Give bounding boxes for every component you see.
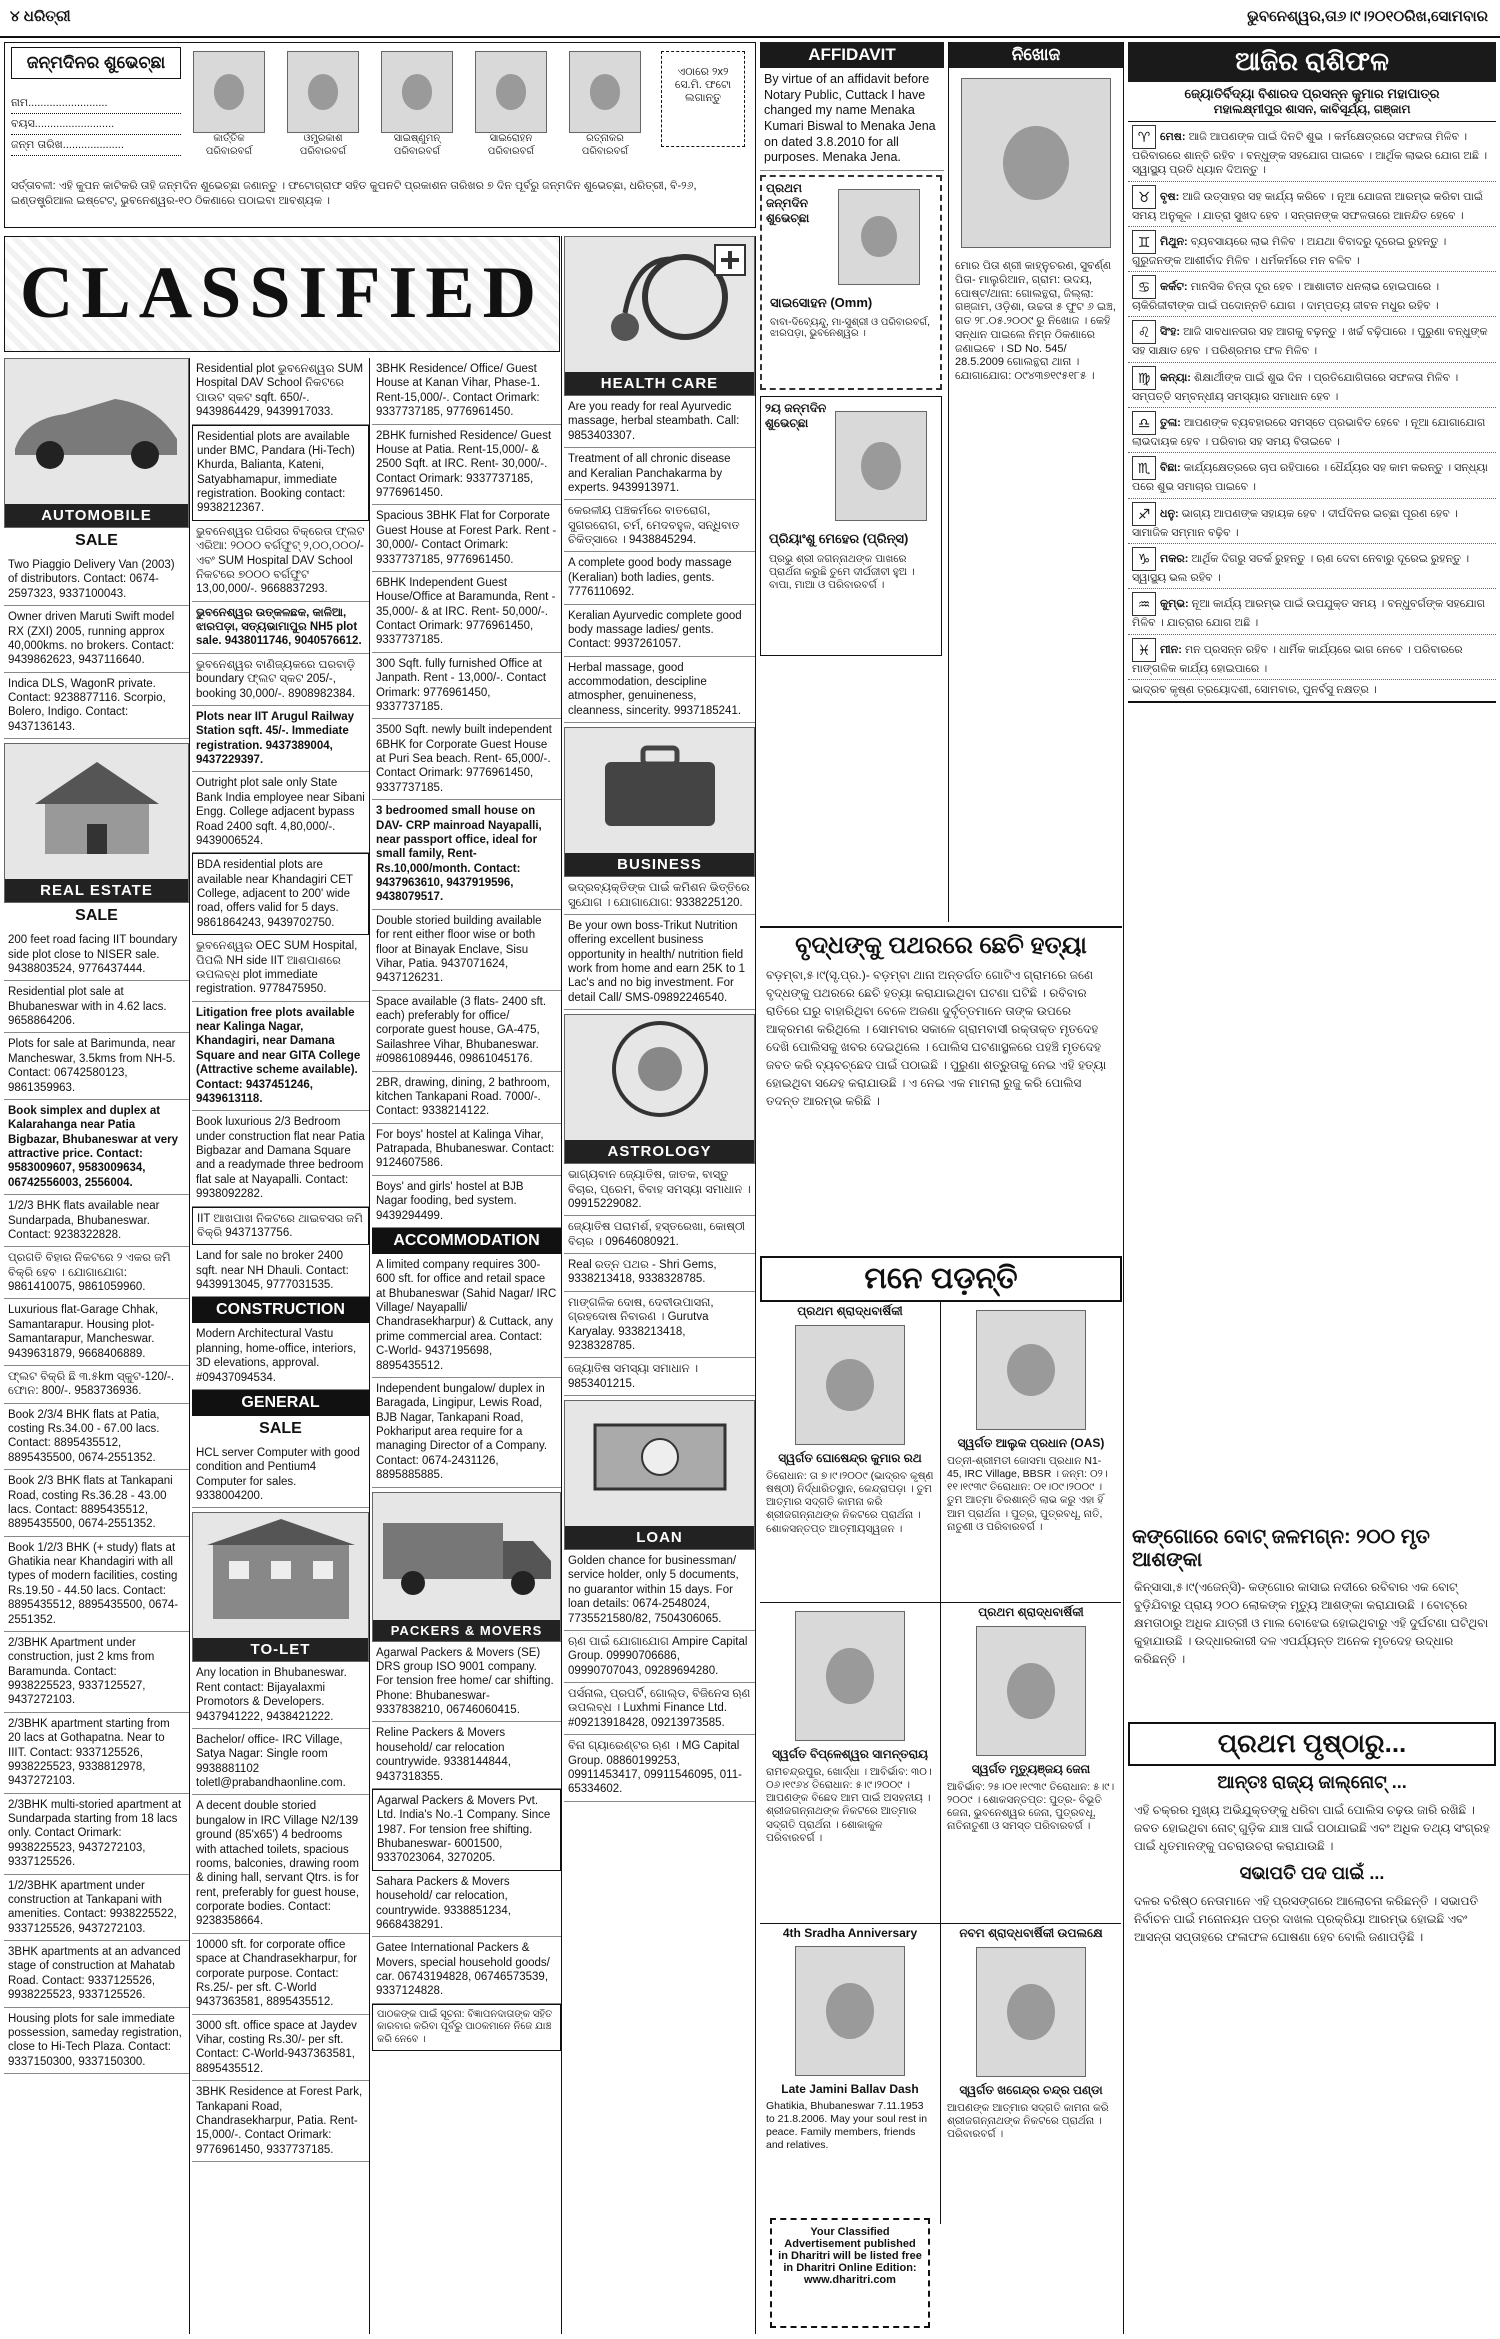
classified-ad: 3000 sft. office space at Jaydev Vihar, costing Rs.30/- per sft. Contact: C-World-9437363581, 8895435512.: [192, 2015, 369, 2082]
house-icon: [5, 744, 189, 864]
horoscope-title: ଆଜିର ରାଶିଫଳ: [1128, 42, 1496, 82]
classified-ad: Space available (3 flats- 2400 sft. each) preferably for office/ corporate guest house, GA-475, Sailashree Vihar, Bhubaneswar. #09861089446, 09861045176.: [372, 991, 561, 1072]
classified-ad: କେରଳୀୟ ପଞ୍ଚକର୍ମରେ ବାତରୋଗ, ସୁଗରରୋଗ, ଚର୍ମ, ମେଦବହୁଳ, ସନ୍ଧିବାତ ଚିକିତ୍ସାରେ । 9438845294.: [564, 500, 755, 552]
missing-person-photo: [961, 78, 1111, 248]
horoscope-taurus: ♉ ବୃଷ: ଆଜି ଉତ୍ସାହର ସହ କାର୍ଯ୍ୟ କରିବେ । ନୂଆ ଯୋଜନା ଆରମ୍ଭ କରିବା ପାଇଁ ସମୟ ଅନୁକୂଳ । ଯାତ୍ରା ସୁଖଦ ହେବ । ସନ୍ତାନଙ୍କ ସଫଳତାରେ ଆନନ୍ଦିତ ହେବେ ।: [1128, 182, 1496, 227]
leo-icon: ♌: [1132, 320, 1156, 344]
obituary-3: ସ୍ୱର୍ଗତ ବିପ୍ଳେଶ୍ୱର ସାମନ୍ତରାୟ ରାମଚନ୍ଦ୍ରପୁର, ଖୋର୍ଦ୍ଧା । ଆବିର୍ଭାବ: ୩୦।୦୬।୧୯୬୪ ତିରୋଧାନ: ୫।୯।୨୦୦୯ । ଆପଣଙ୍କ ବିଛେଦ ଆମ ପାଇଁ ଅସହନୀୟ । ଶ୍ରୀଜଗନ୍ନାଥଙ୍କ ନିକଟରେ ଆତ୍ମାର ସଦ୍ଗତି ପ୍ରାର୍ଥନା । ଶୋକାକୁଳ ପରିବାରବର୍ଗ ।: [760, 1603, 941, 1924]
panchang-line: ଭାଦ୍ରବ କୃଷ୍ଣ ତ୍ରୟୋଦଶୀ, ସୋମବାର, ପୁନର୍ବସୁ ନକ୍ଷତ୍ର ।: [1128, 680, 1496, 703]
capricorn-icon: ♑: [1132, 547, 1156, 571]
obituary-photo: [976, 1947, 1086, 2077]
scorpio-icon: ♏: [1132, 456, 1156, 480]
general-sale-heading: SALE: [192, 1416, 369, 1442]
classified-ad: Reline Packers & Movers household/ car relocation countrywide. 9338144844, 9437318355.: [372, 1722, 561, 1789]
aries-icon: ♈: [1132, 125, 1156, 149]
classified-ad: ମାଙ୍ଗଳିକ ଦୋଷ, ଦେବୀଉପାସନା, ଗ୍ରହଦୋଷ ନିବାରଣ । Gurutva Karyalay. 9338213418, 9238328785.: [564, 1292, 755, 1359]
obituary-photo: [976, 1310, 1086, 1430]
name-field[interactable]: ନାମ..........................: [11, 97, 181, 114]
libra-icon: ♎: [1132, 411, 1156, 435]
page-number: ୪ ଧରିତ୍ରୀ: [10, 8, 71, 25]
classified-ad: Two Piaggio Delivery Van (2003) of distributors. Contact: 0674-2597323, 9337100043.: [4, 554, 189, 606]
classified-ad: ଋଣ ପାଇଁ ଯୋଗାଯୋଗ Ampire Capital Group. 09990706686, 09990707043, 09289694280.: [564, 1631, 755, 1683]
obituary-photo: [795, 1325, 905, 1445]
classified-ad: 2BHK furnished Residence/ Guest House at Patia. Rent-15,000/- & 2500 Sqft. at IRC. Rent- 30,000/-. Contact Orimark: 9337737185, 9776961450.: [372, 425, 561, 506]
birthday-coupon-notice: ସର୍ତ୍ତାବଳୀ: ଏହି କୁପନ କାଟିକରି ତାହି ଜନ୍ମଦିନ ଶୁଭେଚ୍ଛା ଜଣାନ୍ତୁ । ଫଟୋଗ୍ରାଫ ସହିତ କୁପନଟି ପ୍ରକାଶନ ତାରିଖର ୭ ଦିନ ପୂର୍ବରୁ ଜନ୍ମଦିନ ଶୁଭେଚ୍ଛା, ଧରିତ୍ରୀ, ବି-୨୬, ଇଣ୍ଡଷ୍ଟ୍ରିଆଲ ଇଷ୍ଟେଟ୍, ଭୁବନେଶ୍ୱର-୧୦ ଠିକଣାରେ ପଠାଇବା ଆବଶ୍ୟକ ।: [11, 180, 697, 207]
photo-placeholder-note: ଏଠାରେ ୨x୨ ସେ.ମି. ଫଟୋ ଲଗାନ୍ତୁ: [661, 51, 745, 147]
to-let-image: TO-LET: [192, 1512, 369, 1662]
classified-ad: ଭୁବନେଶ୍ୱର ଉତ୍କଳଛକ, କାଳିଆ, ଝାରପଡ଼ା, ସତ୍ୟଭାମାପୁର NH5 plot sale. 9438011746, 9040576612.: [192, 602, 369, 654]
cancer-icon: ♋: [1132, 275, 1156, 299]
page-header: [0, 0, 1500, 38]
front-page-continuation: [1128, 1722, 1496, 1948]
classified-ad: ଫ୍ଲଟ ବିକ୍ରି ଛି ୩.୫km ସ୍କୁଟ-120/-. ଫୋନ: 800/-. 9583736936.: [4, 1366, 189, 1404]
obituary-photo: [976, 1626, 1086, 1756]
horoscope-cancer: ♋ କର୍କଟ: ମାନସିକ ଚିନ୍ତା ଦୂର ହେବ । ଆଶାତୀତ ଧନଲାଭ ହୋଇପାରେ । ଚାକିରିଜୀବୀଙ୍କ ପାଇଁ ପଦୋନ୍ନତି ଯୋଗ । ଦାମ୍ପତ୍ୟ ଜୀବନ ମଧୁର ରହିବ ।: [1128, 272, 1496, 317]
classified-ad: Book luxurious 2/3 Bedroom under construction flat near Patia Bigbazar and Damana Square and a readymade three bedroom flat sale at Nayapalli. Contact: 9938092282.: [192, 1111, 369, 1206]
news-story-murder: ବୃଦ୍ଧଙ୍କୁ ପଥରରେ ଛେଚି ହତ୍ୟା ବଡ଼ମ୍ବା,୫।୯(ସୃ.ପ୍ର.)- ବଡ଼ମ୍ବା ଥାନା ଅନ୍ତର୍ଗତ ଗୋଟିଏ ଗ୍ରାମରେ ଜଣେ ବୃଦ୍ଧଙ୍କୁ ପଥରରେ ଛେଚି ହତ୍ୟା କରାଯାଇଥିବା ଘଟଣା ଘଟିଛି । ରବିବାର ରାତିରେ ଘରୁ ବାହାରିଥିବା ବେଳେ ଅଜଣା ଦୁର୍ବୃତ୍ତମାନେ ତାଙ୍କ ଉପରେ ଆକ୍ରମଣ କରିଥିଲେ । ସୋମବାର ସକାଳେ ଗ୍ରାମବାସୀ ରକ୍ତାକ୍ତ ମୃତଦେହ ଦେଖି ପୋଲିସକୁ ଖବର ଦେଇଥିଲେ । ପୋଲିସ ଘଟଣାସ୍ଥଳରେ ପହଞ୍ଚି ମୃତଦେହ ଜବତ କରି ବ୍ୟବଚ୍ଛେଦ ପାଇଁ ପଠାଇଛି । ପୁରୁଣା ଶତ୍ରୁତାକୁ ନେଇ ଏହି ହତ୍ୟା ହୋଇଥିବା ସନ୍ଦେହ କରାଯାଉଛି । ଏ ନେଇ ଏକ ମାମଲା ରୁଜୁ କରି ପୋଲିସ ତଦନ୍ତ ଆରମ୍ଭ କରିଛି ।: [760, 926, 1122, 1254]
classified-ad: Are you ready for real Ayurvedic massage, herbal steambath. Call: 9853403307.: [564, 396, 755, 448]
classified-ad: 10000 sft. for corporate office space at Chandrasekharpur, for corporate purpose. Contact: Rs.25/- per sft. C-World 9437363581, 8895435512.: [192, 1934, 369, 2015]
health-care-image: HEALTH CARE: [564, 236, 755, 396]
classified-ad: Plots near IIT Arugul Railway Station sqft. 45/-. Immediate registration. 9437389004, 9437229397.: [192, 706, 369, 773]
birthday-photo-2: ଓମ୍ପ୍ରକାଶ ପରିବାରବର୍ଗ: [287, 51, 367, 161]
classified-ad: ବିନା ଗ୍ୟାରେଣ୍ଟର ଋଣ । MG Capital Group. 08860199253, 09911453417, 09911546095, 011-65334602.: [564, 1735, 755, 1802]
child-photo: [838, 189, 920, 285]
zodiac-wheel-icon: [565, 1015, 755, 1125]
classified-ad: 200 feet road facing IIT boundary side plot close to NISER sale. 9438803524, 9776437444.: [4, 929, 189, 981]
classified-ad: ଜ୍ୟୋତିଷ ପରାମର୍ଶ, ହସ୍ତରେଖା, କୋଷ୍ଠୀ ବିଚାର । 09646080921.: [564, 1216, 755, 1254]
car-icon: [5, 359, 189, 479]
birthday-photo-1: କାର୍ତ୍ତିକ ପରିବାରବର୍ଗ: [193, 51, 273, 161]
obituary-2: ସ୍ୱର୍ଗତ ଆଲୁକ ପ୍ରଧାନ (OAS) ପତ୍ନୀ-ଶ୍ରୀମତୀ ଜୋସମା ପ୍ରଧାନ N1-45, IRC Village, BBSR । ଜନ୍ମ: ୦୨।୧୧।୧୯୩୯ ତିରୋଧାନ: ୦୧।୦୯।୨୦୦୯ । ତୁମ ଆତ୍ମା ଚିରଶାନ୍ତି ଲାଭ କରୁ ଏହା ହିଁ ଆମ ପ୍ରାର୍ଥନା । ପୁତ୍ର, ପୁତ୍ରବଧୂ, ନାତି, ନାତୁଣୀ ଓ ପରିବାରବର୍ଗ ।: [941, 1302, 1121, 1603]
classified-ad: Litigation free plots available near Kalinga Nagar, Khandagiri, near Damana Square and near GITA College (Attractive scheme available). Contact: 9437451246, 9439613118.: [192, 1002, 369, 1112]
classified-ad: 3BHK Residence/ Office/ Guest House at Kanan Vihar, Phase-1. Rent-15,000/-. Contact Orimark: 9337737185, 9776961450.: [372, 358, 561, 425]
classified-ad: Residential plots are available under BMC, Pandara (Hi-Tech) Khurda, Balianta, Kateni, Satyabhamapur, immediate registration. Booking contact: 9938212367.: [192, 425, 369, 521]
birthday-photo-5: ରତ୍ନାକର ପରିବାରବର୍ଗ: [569, 51, 649, 161]
classified-ad: Owner driven Maruti Swift model RX (ZXI) 2005, running approx 40,000kms. no brokers. Contact: 9439862623, 9437116640.: [4, 606, 189, 673]
birthday-coupon-box: [4, 42, 756, 228]
classified-ad: IIT ଆଖପାଖ ନିକଟରେ ଥାଇବସର ଜମି ବିକ୍ରି 9437137756.: [192, 1207, 369, 1246]
virgo-icon: ♍: [1132, 366, 1156, 390]
classified-ad: 3500 Sqft. newly built independent 6BHK for Corporate Guest House at Puri Sea beach. Rent- 65,000/-. Contact Orimark: 9776961450, 9337737185.: [372, 719, 561, 800]
obituary-4: ପ୍ରଥମ ଶ୍ରାଦ୍ଧବାର୍ଷିକୀ ସ୍ୱର୍ଗତ ମୃତ୍ୟୁଞ୍ଜୟ ଜେନା ଆବିର୍ଭାବ: ୨୫।୦୧।୧୯୩୯ ତିରୋଧାନ: ୫।୯।୨୦୦୯ । ଶୋକସନ୍ତପ୍ତ: ପୁତ୍ର- ବିଭୂତି ଜେନା, ଭୁବନେଶ୍ୱର ଜେନା, ପୁତ୍ରବଧୂ, ନାତିନାତୁଣୀ ଓ ସମସ୍ତ ପରିବାରବର୍ଗ ।: [941, 1603, 1121, 1924]
packers-movers-image: PACKERS & MOVERS: [372, 1492, 561, 1642]
classified-ad: 1/2/3 BHK flats available near Sundarpada, Bhubaneswar. Contact: 9238322828.: [4, 1195, 189, 1247]
birthday-coupon-title: ଜନ୍ମଦିନର ଶୁଭେଚ୍ଛା: [11, 47, 181, 79]
aquarius-icon: ♒: [1132, 592, 1156, 616]
classified-banner: CLASSIFIED: [4, 236, 560, 352]
astrologer-name: ଜ୍ୟୋତିର୍ବିଦ୍ୟା ବିଶାରଦ ପ୍ରସନ୍ନ କୁମାର ମହାପାତ୍ର: [1184, 86, 1440, 101]
classified-ad: 2BR, drawing, dining, 2 bathroom, kitchen Tankapani Road. 7000/-. Contact: 9338214122.: [372, 1072, 561, 1124]
obituary-6: ନବମ ଶ୍ରାଦ୍ଧବାର୍ଷିକୀ ଉପଲକ୍ଷେ ସ୍ୱର୍ଗତ ଖଗେନ୍ଦ୍ର ଚନ୍ଦ୍ର ପଣ୍ଡା ଆପଣଙ୍କ ଆତ୍ମାର ସଦ୍ଗତି କାମନା କରି ଶ୍ରୀଜଗନ୍ନାଥଙ୍କ ନିକଟରେ ପ୍ରାର୍ଥନା । ପରିବାରବର୍ଗ ।: [947, 1926, 1109, 2141]
age-field[interactable]: ବୟସ..........................: [11, 118, 181, 135]
classified-ad: Boys' and girls' hostel at BJB Nagar fooding, bed system. 9439294499.: [372, 1176, 561, 1228]
classified-ad: Be your own boss-Trikut Nutrition offering excellent business opportunity in health/ nutrition field work from home and earn 25K to 1 Lac's and no big investment. For detail Call/ SMS-09892246540.: [564, 915, 755, 1010]
classified-ad: ପ୍ରଗତି ବିହାର ନିକଟରେ ୨ ଏକର ଜମି ବିକ୍ରି ହେବ । ଯୋଗାଯୋଗ: 9861410075, 9861059960.: [4, 1247, 189, 1299]
astrologer-address: ମହାଲକ୍ଷ୍ମୀପୁର ଶାସନ, କାବିସୂର୍ଯ୍ୟ, ଗଞ୍ଜାମ: [1128, 102, 1496, 122]
horoscope-aquarius: ♒ କୁମ୍ଭ: ନୂଆ କାର୍ଯ୍ୟ ଆରମ୍ଭ ପାଇଁ ଉପଯୁକ୍ତ ସମୟ । ବନ୍ଧୁବର୍ଗଙ୍କ ସହଯୋଗ ମିଳିବ । ଯାତ୍ରାର ଯୋଗ ଅଛି ।: [1128, 589, 1496, 634]
horoscope-libra: ♎ ତୁଳା: ଆପଣଙ୍କ ବ୍ୟବହାରରେ ସମସ୍ତେ ପ୍ରଭାବିତ ହେବେ । ନୂଆ ଯୋଗାଯୋଗ ଲାଭଦାୟକ ହେବ । ପରିବାର ସହ ସମୟ ବିତାଇବେ ।: [1128, 408, 1496, 453]
classified-ad: A decent double storied bungalow in IRC Village N2/139 ground (85'x65') 4 bedrooms with attached toilets, spacious rooms, balconies, drawing room & dining hall, servant Qtrs. is for rent, preferably for guest house, corporate bodies. Contact: 9238358664.: [192, 1795, 369, 1933]
classified-ad: Indica DLS, WagonR private. Contact: 9238877116. Scorpio, Bolero, Indigo. Contact: 9437136143.: [4, 673, 189, 740]
classified-ad: HCL server Computer with good condition and Pentium4 Computer for sales. 9338004200.: [192, 1442, 369, 1509]
horoscope-virgo: ♍ କନ୍ୟା: ଶିକ୍ଷାର୍ଥୀଙ୍କ ପାଇଁ ଶୁଭ ଦିନ । ପ୍ରତିଯୋଗିତାରେ ସଫଳତା ମିଳିବ । ସମ୍ପତ୍ତି ସମ୍ବନ୍ଧୀୟ ସମସ୍ୟାର ସମାଧାନ ହେବ ।: [1128, 363, 1496, 408]
accommodation-heading: ACCOMMODATION: [372, 1228, 561, 1254]
classified-ad: Residential plot sale at Bhubaneswar with in 4.62 lacs. 9658864206.: [4, 981, 189, 1033]
dob-field[interactable]: ଜନ୍ମ ତାରିଖ....................: [11, 139, 181, 156]
memorial-section: [760, 1256, 1122, 2334]
horoscope-sagittarius: ♐ ଧନୁ: ଭାଗ୍ୟ ଆପଣଙ୍କ ସହାୟକ ହେବ । ଦୀର୍ଘଦିନର ଇଚ୍ଛା ପୂରଣ ହେବ । ସାମାଜିକ ସମ୍ମାନ ବଢ଼ିବ ।: [1128, 499, 1496, 544]
sagittarius-icon: ♐: [1132, 502, 1156, 526]
classified-ad: Agarwal Packers & Movers (SE) DRS group ISO 9001 company. For tension free home/ car shifting. Phone: Bhubaneswar- 9337838210, 06746060415.: [372, 1642, 561, 1723]
real-estate-image: REAL ESTATE: [4, 743, 189, 903]
briefcase-icon: [565, 728, 755, 838]
horoscope-leo: ♌ ସିଂହ: ଆଜି ସାବଧାନତାର ସହ ଆଗକୁ ବଢ଼ନ୍ତୁ । ଖର୍ଚ୍ଚ ବଢ଼ିପାରେ । ପୁରୁଣା ବନ୍ଧୁଙ୍କ ସହ ସାକ୍ଷାତ ହେବ । ପରିଶ୍ରମର ଫଳ ମିଳିବ ।: [1128, 317, 1496, 362]
general-heading: GENERAL: [192, 1390, 369, 1416]
classified-ad: ଭୁବନେଶ୍ୱର ବାଣିଜ୍ୟକରେ ଘରବାଡ଼ି boundary ଫ୍ଲଟ ସ୍କଟ 205/-, booking 30,000/-. 8908982384.: [192, 654, 369, 706]
classified-ad: Housing plots for sale immediate possession, sameday registration, close to Hi-Tech Plaza. Contact: 9337150300, 9337150300.: [4, 2008, 189, 2075]
classified-ad: Double storied building available for rent either floor wise or both floor at Binayak Enclave, Sisu Vihar, Patia. 9437071624, 9437126231.: [372, 910, 561, 991]
classified-ad: Book 2/3 BHK flats at Tankapani Road, costing Rs.36.28 - 43.00 lacs. Contact: 8895435512, 8895435500, 0674-2551352.: [4, 1470, 189, 1537]
column-automobile-realestate: [4, 358, 190, 2334]
birthday-photo-4: ସାଇରୋହନ ପରିବାରବର୍ଗ: [475, 51, 555, 161]
column-notices-memorial: [760, 42, 1124, 2334]
horoscope-pisces: ♓ ମୀନ: ମନ ପ୍ରସନ୍ନ ରହିବ । ଧାର୍ମିକ କାର୍ଯ୍ୟରେ ଭାଗ ନେବେ । ପରିବାରରେ ମାଙ୍ଗଳିକ କାର୍ଯ୍ୟ ହୋଇପାରେ ।: [1128, 635, 1496, 680]
column-plots-tolet: [192, 358, 370, 2334]
horoscope-list: [1128, 122, 1496, 680]
birthday-coupon-fields: [11, 93, 181, 160]
classified-ad: Book 1/2/3 BHK (+ study) flats at Ghatikia near Khandagiri with all types of modern facilities, costing Rs.19.50 - 44.50 lacs. Contact: 8895435512, 8895435500, 0674-2551352.: [4, 1537, 189, 1632]
astrology-image: ASTROLOGY: [564, 1014, 755, 1164]
obituary-photo: [795, 1946, 905, 2076]
first-birthday-wish: ପ୍ରଥମ ଜନ୍ମଦିନ ଶୁଭେଚ୍ଛା ସାଇସୋହନ (Omm) ବାବା-ଦିବ୍ୟେନ୍ଦୁ, ମା-ସୁଶ୍ରୀ ଓ ପରିବାରବର୍ଗ, ଝାରପଡ଼ା, ଭୁବନେଶ୍ୱର ।: [760, 175, 942, 390]
classified-ad: Gatee International Packers & Movers, special household goods/ car. 06743194828, 06746573539, 9337124828.: [372, 1937, 561, 2004]
classified-ad: Book simplex and duplex at Kalarahanga near Patia Bigbazar, Bhubaneswar at very attractive price. Contact: 9583009607, 9583009634, 06742556003, 2556004.: [4, 1100, 189, 1195]
classified-ad: ଭୁବନେଶ୍ୱର OEC SUM Hospital, ପିପଲି NH side IIT ଆଶପାଶରେ ଉପଲବ୍ଧ plot immediate registration. 9778475950.: [192, 935, 369, 1002]
birthday-photo-3: ସାଇଷ୍ଣୁମନ୍ ପରିବାରବର୍ଗ: [381, 51, 461, 161]
second-birthday-wish: ୨ୟ ଜନ୍ମଦିନ ଶୁଭେଚ୍ଛା ପ୍ରିୟାଂଶୁ ମେହେର (ପ୍ରିନ୍ସ) ପ୍ରଭୁ ଶ୍ରୀ ଜଗନ୍ନାଥଙ୍କ ପାଖରେ ପ୍ରାର୍ଥନା କରୁଛି ତୁମେ ଦୀର୍ଘଜୀବୀ ହୁଅ । ବାପା, ମାଆ ଓ ପରିବାରବର୍ଗ ।: [760, 396, 942, 656]
classified-ad: ଭଦ୍ରବ୍ୟକ୍ତିଙ୍କ ପାଇଁ କମିଶନ ଭିତ୍ତିରେ ସୁଯୋଗ । ଯୋଗାଯୋଗ: 9338225120.: [564, 877, 755, 915]
classified-ad: Treatment of all chronic disease and Keralian Panchakarma by experts. 9439913971.: [564, 448, 755, 500]
pisces-icon: ♓: [1132, 638, 1156, 662]
memorial-title: ମନେ ପଡ଼ନ୍ତି: [760, 1256, 1122, 1302]
classified-ad: 6BHK Independent Guest House/Office at Baramunda, Rent - 35,000/- & at IRC. Rent- 50,000/-. Contact Orimark: 9776961450, 9337737185.: [372, 572, 561, 653]
classified-ad: 300 Sqft. fully furnished Office at Janpath. Rent - 13,000/-. Contact Orimark: 9776961450, 9337737185.: [372, 653, 561, 720]
disclaimer-box: ପାଠକଙ୍କ ପାଇଁ ସୂଚନା: ବିଜ୍ଞାପନଦାତାଙ୍କ ସହିତ କାରବାର କରିବା ପୂର୍ବରୁ ପାଠକମାନେ ନିଜେ ଯାଞ୍ଚ କରି ନେବେ ।: [372, 2004, 561, 2052]
missing-person-notice: ନିଖୋଜ ମୋର ପିତା ଶ୍ରୀ କାହ୍ନୁଚରଣ, ସୁବର୍ଣ୍ଣ ପିତା- ମାଲୁରିଆନ, ଗ୍ରାମ: ଉଦୟ, ପୋଷ୍ଟ/ଥାନା: ଗୋଲନ୍ଥରା, ଜିଲ୍ଲା: ଗଞ୍ଜାମ, ଓଡ଼ିଶା, ଉଚ୍ଚତା ୫ ଫୁଟ ୬ ଇଞ୍ଚ, ଗତ ୨୮.୦୫.୨୦୦୯ ରୁ ନିଖୋଜ । କେହି ସନ୍ଧାନ ପାଇଲେ ନିମ୍ନ ଠିକଣାରେ ଜଣାଇବେ । SD No. 545/ 28.5.2009 ଗୋଲନ୍ଥରା ଥାନା । ଯୋଗାଯୋଗ: ୦୯୪୩୭୧୯୫୧୮୫ ।: [948, 42, 1123, 922]
obituary-photo: [795, 1611, 905, 1741]
classified-ad: Bachelor/ office- IRC Village, Satya Nagar: Single room 9938881102 toletl@prabandhaonline.com.: [192, 1729, 369, 1796]
classified-ad: 3BHK apartments at an advanced stage of construction at Mahatab Road. Contact: 9337125526, 9938225523, 9337125526.: [4, 1941, 189, 2008]
obituary-1: ପ୍ରଥମ ଶ୍ରାଦ୍ଧବାର୍ଷିକୀ ସ୍ୱର୍ଗତ ଘୋଷେନ୍ଦ୍ର କୁମାର ରଥ ତିରୋଧାନ: ତା ୭।୯।୨୦୦୯ (ଭାଦ୍ରବ କୃଷ୍ଣ ଷଷ୍ଠୀ) ନିର୍ଦ୍ଧାରିତସ୍ଥାନ, କେନ୍ଦ୍ରାପଡ଼ା । ତୁମ ଆତ୍ମାର ସଦ୍ଗତି କାମନା କରି ଶ୍ରୀଜଗନ୍ନାଥଙ୍କ ନିକଟରେ ପ୍ରାର୍ଥନା । ଶୋକସନ୍ତପ୍ତ ଆତ୍ମୀୟସ୍ୱଜନ ।: [760, 1302, 941, 1603]
realestate-sale-heading: SALE: [4, 903, 189, 929]
classified-ad: A complete good body massage (Keralian) both ladies, gents. 7776110692.: [564, 552, 755, 604]
building-icon: [193, 1513, 369, 1623]
banknote-icon: [565, 1401, 755, 1511]
continuation-2-title: ସଭାପତି ପଦ ପାଇଁ ...: [1239, 1863, 1385, 1883]
child-photo: [835, 411, 927, 521]
column-services: [564, 236, 756, 2334]
classified-ad: Land for sale no broker 2400 sqft. near NH Dhauli. Contact: 9439913045, 9777031535.: [192, 1245, 369, 1297]
classified-ad: For boys' hostel at Kalinga Vihar, Patrapada, Bhubaneswar. Contact: 9124607586.: [372, 1124, 561, 1176]
classified-ad: 3BHK Residence at Forest Park, Tankapani Road, Chandrasekharpur, Patia. Rent-15,000/-. Contact Orimark: 9776961450, 9337737185.: [192, 2081, 369, 2162]
classified-ad: Outright plot sale only State Bank India employee near Sibani Engg. College adjacent bypass Road 2400 sqft. 4,80,000/-. 9439006524.: [192, 772, 369, 853]
classified-ad: Golden chance for businessman/ service holder, only 5 documents, no guarantor within 15 days. For loan details: 0674-2548024, 7735521580/82, 7504306065.: [564, 1550, 755, 1631]
business-image: BUSINESS: [564, 727, 755, 877]
obituary-5: 4th Sradha Anniversary Late Jamini Ballav Dash Ghatikia, Bhubaneswar 7.11.1953 to 21.8.2006. May your soul rest in peace. Family members, friends and relatives.: [760, 1924, 941, 2224]
classified-ad: BDA residential plots are available near Khandagiri CET College, adjacent to 200' wide road, offers valid for 5 days. 9861864243, 9439702750.: [192, 853, 369, 935]
classified-ad: ପର୍ସନାଲ, ପ୍ରପର୍ଟି, ଗୋଲ୍ଡ, ବିଜିନେସ ଋଣ ଉପଲବ୍ଧ । Luxhmi Finance Ltd. #09213918428, 09213973585.: [564, 1683, 755, 1735]
classified-ad: Residential plot ଭୁବନେଶ୍ୱର SUM Hospital DAV School ନିକଟରେ ପାଉଟ ସ୍କଟ sqft. 650/-. 9439864429, 9439917033.: [192, 358, 369, 425]
classified-ad: 1/2/3BHK apartment under construction at Tankapani with amenities. Contact: 9938225522, 9337125526, 9437272103.: [4, 1875, 189, 1942]
classified-ad: Plots for sale at Barimunda, near Mancheswar, 3.5kms from NH-5. Contact: 06742580123, 9861359963.: [4, 1033, 189, 1100]
classified-ad: 2/3BHK Apartment under construction, just 2 kms from Baramunda. Contact: 9938225523, 9337125527, 9437272103.: [4, 1632, 189, 1713]
horoscope-capricorn: ♑ ମକର: ଆର୍ଥିକ ଦିଗରୁ ସତର୍କ ରୁହନ୍ତୁ । ଋଣ ଦେବା ନେବାରୁ ଦୂରେଇ ରୁହନ୍ତୁ । ସ୍ୱାସ୍ଥ୍ୟ ଭଲ ରହିବ ।: [1128, 544, 1496, 589]
classified-ad: Herbal massage, good accommodation, descipline atmospher, genuineness, cleanness, sincerity. 9937185241.: [564, 657, 755, 724]
classified-ad: ଭୁବନେଶ୍ୱର ପରିସର ବିକ୍ରେତା ଫ୍ଲଟ ଏରିଆ: ୨୦୦୦ ବର୍ଗଫୁଟ୍ ୨,୦୦,୦୦୦/- ଏବଂ SUM Hospital DAV School ନିକଟରେ ୭୦୦୦ ବର୍ଗଫୁଟ 13,00,000/-. 9668837293.: [192, 521, 369, 602]
classified-ad: Agarwal Packers & Movers Pvt. Ltd. India's No.-1 Company. Since 1987. For tension free shifting. Bhubaneswar- 6001500, 9337023064, 3270205.: [372, 1789, 561, 1871]
classified-ad: A limited company requires 300- 600 sft. for office and retail space at Bhubaneswar (Sahid Nagar/ IRC Village/ Nayapalli/ Chandrasekharpur) & Cuttack, any prime commercial area. Contact: C-World- 9437195698, 8895435512.: [372, 1254, 561, 1378]
continuation-1-title: ଆନ୍ତଃ ରାଜ୍ୟ ଜାଲ୍‌ନୋଟ୍ ...: [1217, 1772, 1407, 1792]
column-rentals: [372, 236, 562, 2334]
classified-ad: Modern Architectural Vastu planning, home-office, interiors, 3D elevations, approval. #09437094534.: [192, 1323, 369, 1390]
classified-ad: ଜ୍ୟୋତିଷ ସମସ୍ୟା ସମାଧାନ । 9853401215.: [564, 1358, 755, 1396]
classified-ad: Book 2/3/4 BHK flats at Patia, costing Rs.34.00 - 67.00 lacs. Contact: 8895435512, 8895435500, 0674-2551352.: [4, 1404, 189, 1471]
horoscope-gemini: ♊ ମିଥୁନ: ବ୍ୟବସାୟରେ ଲାଭ ମିଳିବ । ଅଯଥା ବିବାଦରୁ ଦୂରେଇ ରୁହନ୍ତୁ । ଗୁରୁଜନଙ୍କ ଆଶୀର୍ବାଦ ମିଳିବ । ଧର୍ମକର୍ମରେ ମନ ବଳିବ ।: [1128, 227, 1496, 272]
classified-ad: 2/3BHK multi-storied apartment at Sundarpada starting from 18 lacs only. Contact Orimark: 9938225523, 9437272103, 9337125526.: [4, 1794, 189, 1875]
automobile-sale-heading: SALE: [4, 528, 189, 554]
automobile-image: AUTOMOBILE: [4, 358, 189, 528]
online-edition-note: Your Classified Advertisement published in Dharitri will be listed free in Dharitri Online Edition: www.dharitri.com: [770, 2218, 930, 2328]
classified-ad: ଭାଗ୍ୟବାନ ଜ୍ୟୋତିଷ, ଜାତକ, ବାସ୍ତୁ ବିଚାର, ପ୍ରେମ, ବିବାହ ସମସ୍ୟା ସମାଧାନ । 09915229082.: [564, 1164, 755, 1216]
classified-ad: Spacious 3BHK Flat for Corporate Guest House at Forest Park. Rent - 30,000/- Contact Orimark: 9337737185, 9776961450.: [372, 505, 561, 572]
stethoscope-icon: [565, 237, 755, 357]
construction-heading: CONSTRUCTION: [192, 1297, 369, 1323]
classified-ad: Luxurious flat-Garage Chhak, Samantarapur. Housing plot-Samantarapur, Mancheswar. 9439631879, 9668406889.: [4, 1299, 189, 1366]
continuation-2-text: ଦଳର ବରିଷ୍ଠ ନେତାମାନେ ଏହି ପ୍ରସଙ୍ଗରେ ଆଲୋଚନା କରିଛନ୍ତି । ସଭାପତି ନିର୍ବାଚନ ପାଇଁ ମନୋନୟନ ପତ୍ର ଦାଖଲ ପ୍ରକ୍ରିୟା ଆରମ୍ଭ ହୋଇଛି ଏବଂ ଆସନ୍ତା ସପ୍ତାହରେ ଫଳାଫଳ ଘୋଷଣା ହେବ ବୋଲି ଜଣାପଡ଼ିଛି ।: [1134, 1894, 1479, 1944]
classified-ad: Any location in Bhubaneswar. Rent contact: Bijayalaxmi Promotors & Developers. 9437941222, 9438421222.: [192, 1662, 369, 1729]
classified-ad: Independent bungalow/ duplex in Baragada, Lingipur, Lewis Road, BJB Nagar, Tankapani Road, Pokhariput area require for a managing Director of a Company. Contact: 0674-2431126, 8895885885.: [372, 1378, 561, 1488]
congo-news: କଙ୍ଗୋରେ ବୋଟ୍ ଜଳମଗ୍ନ: ୨୦୦ ମୃତ ଆଶଙ୍କା କିନ୍ସାସା,୫।୯(ଏଜେନ୍ସି)- କଙ୍ଗୋର କାସାଇ ନଦୀରେ ରବିବାର ଏକ ବୋଟ୍ ବୁଡ଼ିଯିବାରୁ ପ୍ରାୟ ୨୦୦ ଲୋକଙ୍କ ମୃତ୍ୟୁ ଆଶଙ୍କା କରାଯାଉଛି । ବୋଟ୍‌ରେ କ୍ଷମତାଠାରୁ ଅଧିକ ଯାତ୍ରୀ ଓ ମାଲ ବୋଝେଇ ହୋଇଥିବାରୁ ଏହି ଦୁର୍ଘଟଣା ଘଟିଥିବା କୁହାଯାଉଛି । ଉଦ୍ଧାରକାରୀ ଦଳ ଏପର୍ଯ୍ୟନ୍ତ ଅନେକ ମୃତଦେହ ଉଦ୍ଧାର କରିଛନ୍ତି ।: [1132, 1526, 1489, 1666]
loan-image: LOAN: [564, 1400, 755, 1550]
affidavit-title: AFFIDAVIT: [760, 42, 944, 68]
classified-ad: Real ରତ୍ନ ପଥର - Shri Gems, 9338213418, 9338328785.: [564, 1254, 755, 1292]
affidavit-text: By virtue of an affidavit before Notary Public, Cuttack I have changed my name Menaka Kumari Biswal to Menaka Jena on dated 3.8.2010 for all purposes. Menaka Jena.: [760, 68, 944, 171]
truck-icon: [373, 1493, 561, 1603]
column-horoscope-news: [1128, 42, 1496, 2334]
classified-ad: 3 bedroomed small house on DAV- CRP mainroad Nayapalli, near passport office, ideal for small family, Rent- Rs.10,000/month. Contact: 9437963610, 9437919596, 9438079517.: [372, 800, 561, 910]
horoscope-scorpio: ♏ ବିଛା: କାର୍ଯ୍ୟକ୍ଷେତ୍ରରେ ଚାପ ରହିପାରେ । ଧୈର୍ଯ୍ୟର ସହ କାମ କରନ୍ତୁ । ସନ୍ଧ୍ୟା ପରେ ଶୁଭ ସମାଚାର ପାଇବେ ।: [1128, 453, 1496, 498]
classified-ad: Sahara Packers & Movers household/ car relocation, countrywide. 9338851234, 9668438291.: [372, 1871, 561, 1938]
dateline: ଭୁବନେଶ୍ୱର,ତା୬।୯।୨୦୧୦ରିଖ,ସୋମବାର: [1247, 8, 1488, 25]
front-page-title: ପ୍ରଥମ ପୃଷ୍ଠାରୁ...: [1128, 1722, 1496, 1766]
gemini-icon: ♊: [1132, 230, 1156, 254]
classified-ad: 2/3BHK apartment starting from 20 lacs at Gothapatna. Near to IIIT. Contact: 9337125526, 9938225523, 9338812978, 9437272103.: [4, 1713, 189, 1794]
continuation-1-text: ଏହି ଚକ୍ରର ମୁଖ୍ୟ ଅଭିଯୁକ୍ତଙ୍କୁ ଧରିବା ପାଇଁ ପୋଲିସ ଚଢ଼ଉ ଜାରି ରଖିଛି । ଜବତ ହୋଇଥିବା ନୋଟ୍ ଗୁଡ଼ିକ ଯାଞ୍ଚ ପାଇଁ ପଠାଯାଇଛି ଏବଂ ଅଧିକ ତଥ୍ୟ ସଂଗ୍ରହ ପାଇଁ ଧୃତମାନଙ୍କୁ ପଚରାଉଚରା କରାଯାଉଛି ।: [1134, 1803, 1490, 1853]
taurus-icon: ♉: [1132, 185, 1156, 209]
horoscope-aries: ♈ ମେଷ: ଆଜି ଆପଣଙ୍କ ପାଇଁ ଦିନଟି ଶୁଭ । କର୍ମକ୍ଷେତ୍ରରେ ସଫଳତା ମିଳିବ । ପରିବାରରେ ଶାନ୍ତି ରହିବ । ବନ୍ଧୁଙ୍କ ସହଯୋଗ ପାଇବେ । ଆର୍ଥିକ ଲାଭର ଯୋଗ ଅଛି । ସ୍ୱାସ୍ଥ୍ୟ ପ୍ରତି ଧ୍ୟାନ ଦିଅନ୍ତୁ ।: [1128, 122, 1496, 182]
classified-ad: Keralian Ayurvedic complete good body massage ladies/ gents. Contact: 9937261057.: [564, 605, 755, 657]
